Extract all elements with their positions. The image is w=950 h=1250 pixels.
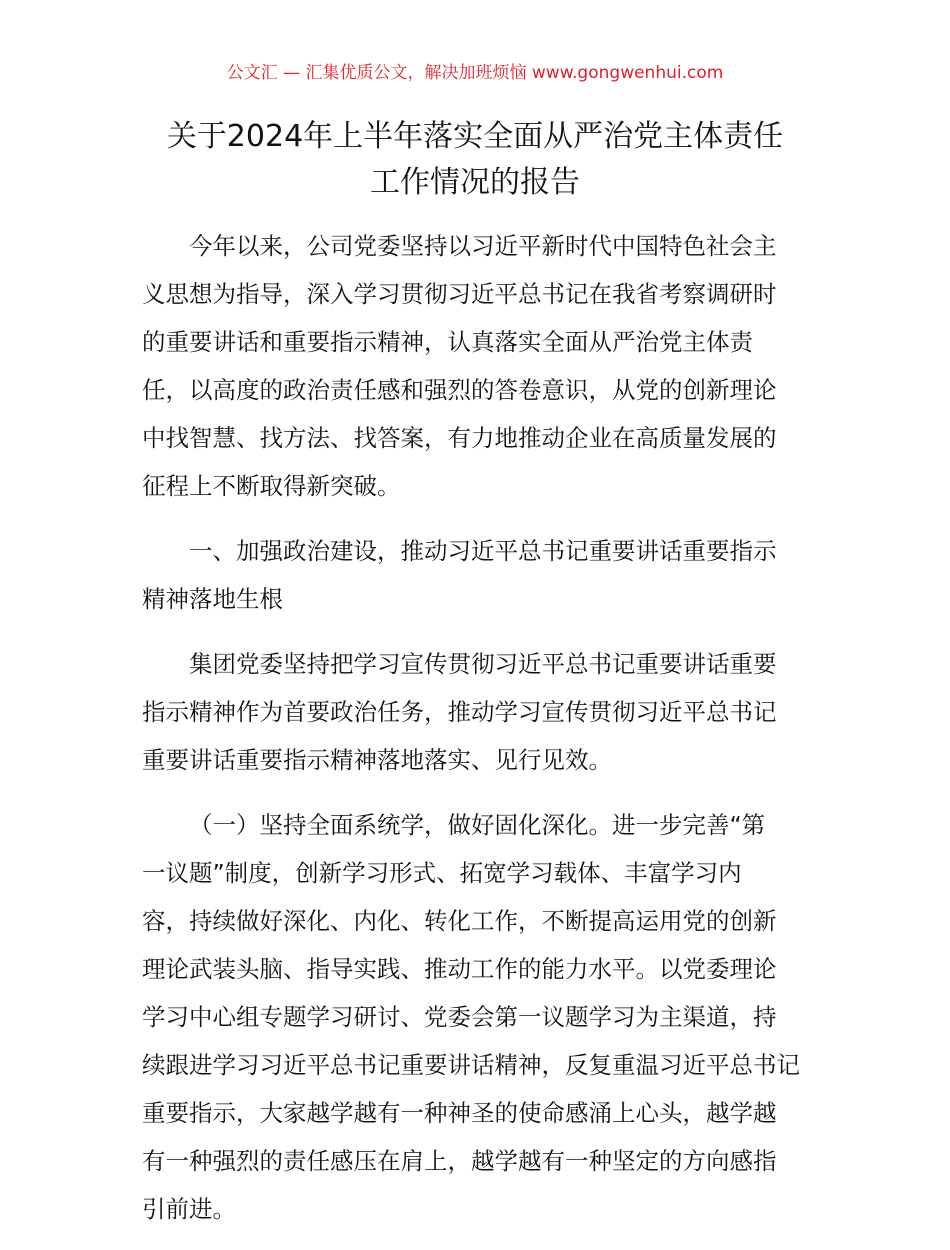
paragraph-line: 续跟进学习习近平总书记重要讲话精神，反复重温习近平总书记 [142, 1051, 800, 1079]
paragraph [142, 640, 822, 784]
paragraph [142, 801, 822, 1233]
title-line: 关于2024年上半年落实全面从严治党主体责任 [166, 119, 784, 154]
paragraph-line: 中找智慧、找方法、找答案，有力地推动企业在高质量发展的 [142, 424, 777, 452]
paragraph-line: 引前进。 [142, 1195, 236, 1223]
paragraph-line: 的重要讲话和重要指示精神，认真落实全面从严治党主体责 [142, 328, 753, 356]
paragraph-line: 一议题”制度，创新学习形式、拓宽学习载体、丰富学习内 [142, 859, 742, 887]
watermark-header: 公文汇 — 汇集优质公文，解决加班烦恼 www.gongwenhui.com [226, 63, 724, 83]
title-line: 工作情况的报告 [370, 165, 580, 200]
paragraph-line: 学习中心组专题学习研讨、党委会第一议题学习为主渠道，持 [142, 1003, 777, 1031]
paragraph-line: 一、加强政治建设，推动习近平总书记重要讲话重要指示 [189, 537, 777, 565]
paragraph-line: 征程上不断取得新突破。 [142, 472, 401, 500]
paragraph-line: 任，以高度的政治责任感和强烈的答卷意识，从党的创新理论 [142, 376, 777, 404]
paragraph [142, 222, 822, 510]
paragraph-line: 有一种强烈的责任感压在肩上，越学越有一种坚定的方向感指 [142, 1147, 777, 1175]
paragraph-line: 精神落地生根 [142, 585, 283, 613]
document-body [142, 222, 822, 1250]
paragraph-line: 容，持续做好深化、内化、转化工作，不断提高运用党的创新 [142, 907, 777, 935]
paragraph-line: 指示精神作为首要政治任务，推动学习宣传贯彻习近平总书记 [142, 698, 777, 726]
document-title [0, 114, 950, 206]
paragraph-line: 理论武装头脑、指导实践、推动工作的能力水平。以党委理论 [142, 955, 777, 983]
paragraph-line: 今年以来，公司党委坚持以习近平新时代中国特色社会主 [189, 232, 777, 260]
paragraph-line: 重要讲话重要指示精神落地落实、见行见效。 [142, 746, 612, 774]
paragraph-line: 义思想为指导，深入学习贯彻习近平总书记在我省考察调研时 [142, 280, 777, 308]
paragraph-line: 重要指示，大家越学越有一种神圣的使命感涌上心头，越学越 [142, 1099, 777, 1127]
paragraph [142, 527, 822, 623]
paragraph-line: （一）坚持全面系统学，做好固化深化。进一步完善“第 [189, 811, 766, 839]
paragraph-line: 集团党委坚持把学习宣传贯彻习近平总书记重要讲话重要 [189, 650, 777, 678]
